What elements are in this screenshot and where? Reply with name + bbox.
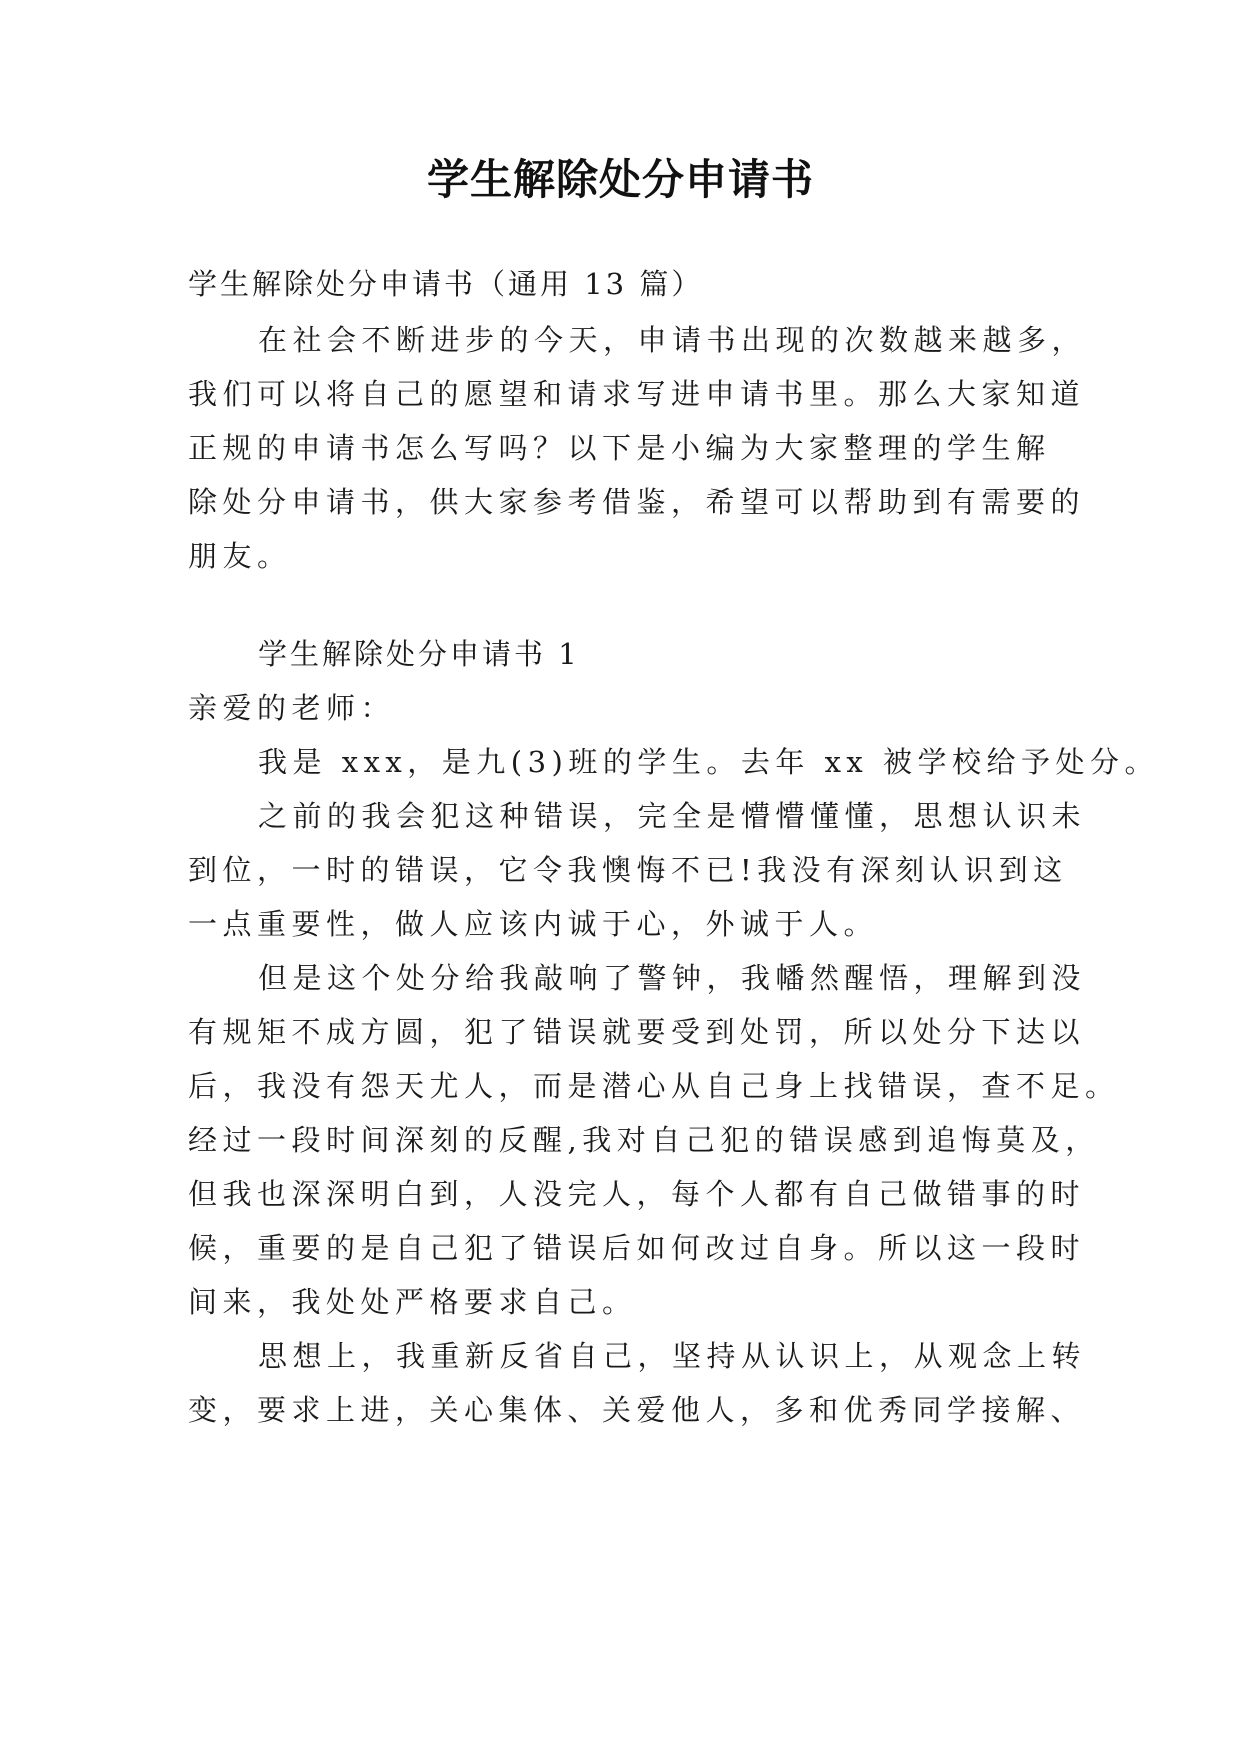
paragraph-line: 正规的申请书怎么写吗？以下是小编为大家整理的学生解 bbox=[188, 431, 1051, 465]
paragraph-line: 但我也深深明白到，人没完人，每个人都有自己做错事的时 bbox=[188, 1177, 1086, 1211]
document-title: 学生解除处分申请书 bbox=[426, 155, 814, 204]
paragraph-line: 一点重要性，做人应该内诚于心，外诚于人。 bbox=[188, 907, 879, 941]
paragraph-line: 在社会不断进步的今天，申请书出现的次数越来越多， bbox=[258, 323, 1087, 357]
paragraph-line: 之前的我会犯这种错误，完全是懵懵懂懂，思想认识未 bbox=[258, 799, 1087, 833]
paragraph-line: 到位，一时的错误，它令我懊悔不已!我没有深刻认识到这 bbox=[188, 853, 1068, 887]
paragraph-line: 思想上，我重新反省自己，坚持从认识上，从观念上转 bbox=[258, 1339, 1087, 1373]
paragraph-line: 经过一段时间深刻的反醒,我对自己犯的错误感到追悔莫及， bbox=[188, 1123, 1100, 1157]
salutation: 亲爱的老师： bbox=[188, 691, 396, 725]
paragraph-line: 我是 xxx，是九(3)班的学生。去年 xx 被学校给予处分。 bbox=[258, 745, 1160, 779]
paragraph-line: 变，要求上进，关心集体、关爱他人，多和优秀同学接解、 bbox=[188, 1393, 1086, 1427]
paragraph-line: 但是这个处分给我敲响了警钟，我幡然醒悟，理解到没 bbox=[258, 961, 1087, 995]
document-subtitle: 学生解除处分申请书（通用 13 篇） bbox=[188, 267, 704, 301]
paragraph-line: 间来，我处处严格要求自己。 bbox=[188, 1285, 637, 1319]
paragraph-line: 后，我没有怨天尤人，而是潜心从自己身上找错误，查不足。 bbox=[188, 1069, 1120, 1103]
paragraph-line: 朋友。 bbox=[188, 539, 292, 573]
paragraph-line: 除处分申请书，供大家参考借鉴，希望可以帮助到有需要的 bbox=[188, 485, 1086, 519]
paragraph-line: 候，重要的是自己犯了错误后如何改过自身。所以这一段时 bbox=[188, 1231, 1086, 1265]
paragraph-line: 有规矩不成方圆，犯了错误就要受到处罚，所以处分下达以 bbox=[188, 1015, 1086, 1049]
paragraph-line: 我们可以将自己的愿望和请求写进申请书里。那么大家知道 bbox=[188, 377, 1086, 411]
section-heading: 学生解除处分申请书 1 bbox=[258, 637, 580, 671]
